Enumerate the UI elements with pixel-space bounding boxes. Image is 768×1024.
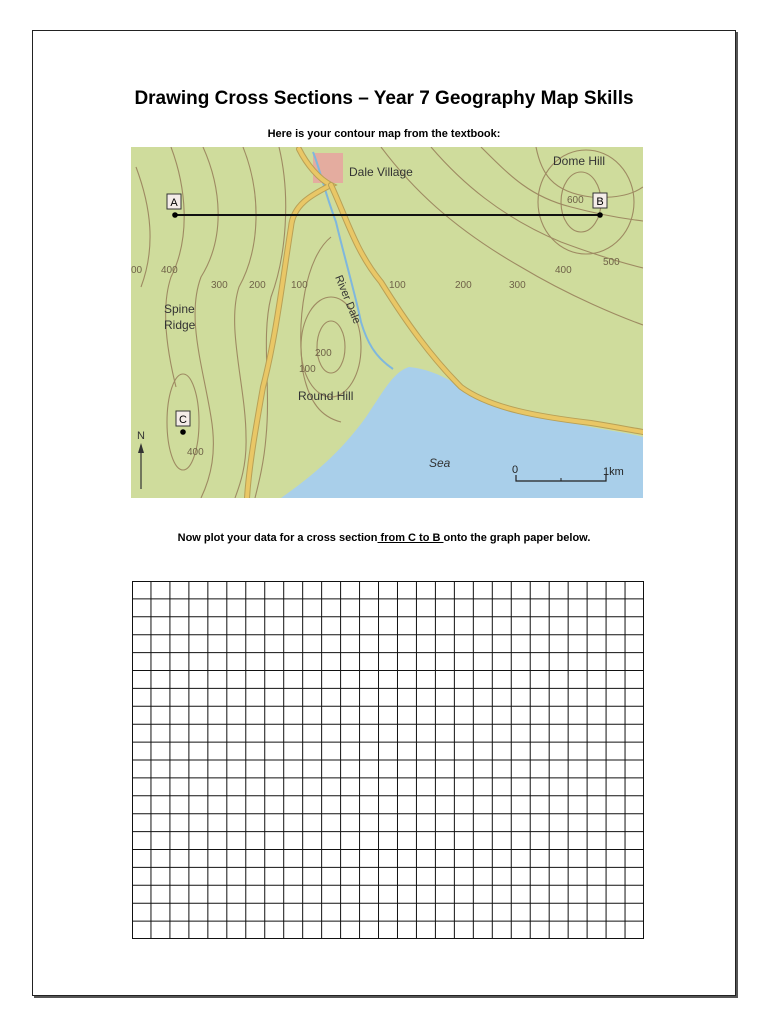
contour-label: 300 (211, 280, 228, 291)
instruction-end: onto the graph paper below. (443, 532, 591, 544)
point-a-dot (172, 212, 178, 218)
page-title: Drawing Cross Sections – Year 7 Geography Map Skills (134, 88, 634, 109)
dome-hill-label: Dome Hill (553, 154, 606, 168)
river-label: River Dale (332, 273, 363, 326)
spine-ridge-label-line2: Ridge (164, 318, 196, 332)
contour-label: 100 (299, 364, 316, 375)
round-hill-label: Round Hill (298, 389, 354, 403)
scale-start-label: 0 (512, 464, 519, 476)
contour-label: 400 (161, 265, 178, 276)
point-b-dot (597, 212, 603, 218)
point-b-box (593, 193, 607, 208)
contour-label: 200 (315, 348, 332, 359)
contour-label: 00 (131, 265, 143, 276)
north-label: N (137, 430, 145, 442)
contour-label: 600 (567, 195, 584, 206)
contour-label: 200 (249, 280, 266, 291)
point-a-label: A (170, 197, 178, 209)
point-a-box (167, 194, 181, 209)
point-b-label: B (596, 196, 604, 208)
sea-label: Sea (429, 456, 451, 470)
contour-label: 400 (187, 447, 204, 458)
instruction-text (0, 532, 768, 544)
village-label: Dale Village (349, 165, 413, 179)
contour-label: 500 (603, 257, 620, 268)
scale-end-label: 1km (603, 466, 624, 478)
contour-label: 200 (455, 280, 472, 291)
instruction-emphasis: from C to B (377, 532, 444, 544)
spine-ridge-label-line1: Spine (164, 302, 195, 316)
contour-label: 300 (509, 280, 526, 291)
graph-paper (132, 581, 644, 939)
contour-label: 100 (291, 280, 308, 291)
contour-label: 400 (555, 265, 572, 276)
point-c-dot (180, 429, 186, 435)
point-c-box (176, 411, 190, 426)
contour-map (131, 147, 643, 498)
point-c-label: C (179, 414, 187, 426)
map-caption: Here is your contour map from the textbook: (267, 128, 501, 140)
contour-label: 100 (389, 280, 406, 291)
instruction-start: Now plot your data for a cross section (177, 532, 378, 544)
